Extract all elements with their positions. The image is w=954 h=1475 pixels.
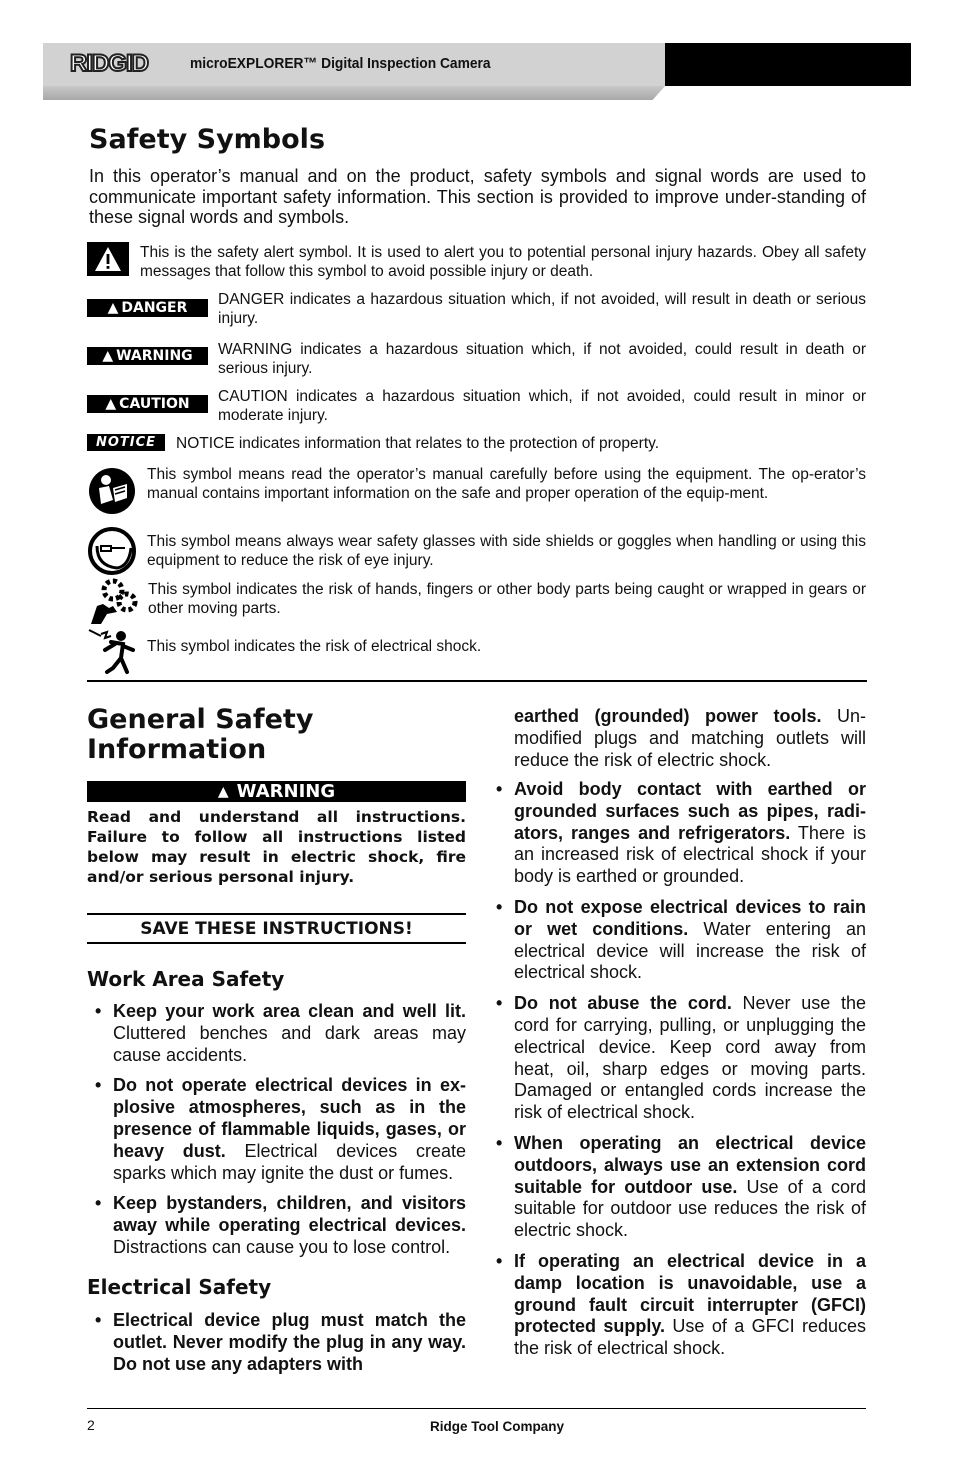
general-warning-text: Read and understand all instructions. Failure to follow all instructions listed below may result in electric shock, fire and/or serious personal injury. [87,808,466,886]
notice-text: NOTICE indicates information that relates to the protection of property. [176,435,660,452]
list-item [488,1133,866,1242]
safety-alert-symbol [87,242,129,276]
list-item [87,1193,466,1258]
alert-triangle-icon: ▲ [217,783,229,800]
header-black-block [665,43,911,86]
page-number: 2 [87,1417,95,1433]
list-item-bold: Do not operate electrical devices in ex-plosive atmospheres, such as in the presence of flammable liquids, gases, or heavy dust. [113,1075,466,1161]
footer-company: Ridge Tool Company [430,1419,564,1434]
alert-triangle-icon [87,242,129,276]
safety-symbols-intro: In this operator’s manual and on the product, safety symbols and signal words are used to communicate important safety information. This section is provided to improve under-standing of these signal words and symbols. [89,166,866,227]
list-item-bold: Keep bystanders, children, and visitors away while operating electrical devices. [113,1193,466,1236]
electrical-list [488,779,866,1369]
warning-text: WARNING indicates a hazardous situation which, if not avoided, could result in death or serious injury. [218,341,866,377]
manual-symbol-text: This symbol means read the operator’s manual carefully before using the equipment. The op-erator’s manual contains important information on the safe and proper operation of the equip-ment. [147,466,866,502]
general-warning-bar [87,781,466,802]
caution-label: CAUTION [119,396,190,412]
list-item-text: Distractions can cause you to lose control. [113,1236,451,1257]
section-divider [87,680,867,682]
electrical-continuation [514,706,866,771]
electrical-first-list [87,1310,466,1384]
gears-symbol-text: This symbol indicates the risk of hands, fingers or other body parts being caught or wrapped in gears or other moving parts. [148,581,866,617]
danger-label: DANGER [121,300,188,316]
list-item [87,1001,466,1066]
warning-signal-word [87,347,208,365]
list-item-bold: Do not expose electrical devices to rain or wet conditions. [514,896,866,939]
general-safety-heading-line1: General Safety [87,704,314,735]
caution-signal-word [87,395,208,413]
list-item-text: Water entering an electrical device will increase the risk of electrical shock. [514,918,866,983]
list-item-bold: Avoid body contact with earthed or grounded surfaces such as pipes, radi-ators, ranges and refrigerators. [514,779,866,843]
list-item [488,779,866,888]
list-item [488,1251,866,1360]
general-safety-heading-line2: Information [87,734,267,765]
danger-signal-word [87,299,208,317]
warning-label: WARNING [116,348,193,364]
list-item [87,1075,466,1184]
danger-text: DANGER indicates a hazardous situation which, if not avoided, will result in death or serious injury. [218,291,866,327]
list-item-text: Electrical devices create sparks which may ignite the dust or fumes. [113,1140,466,1183]
caution-text: CAUTION indicates a hazardous situation which, if not avoided, could result in minor or moderate injury. [218,388,866,424]
list-item-bold: Keep your work area clean and well lit. [113,1001,466,1021]
list-item [488,897,866,984]
list-item-bold: When operating an electrical device outdoors, always use an extension cord suitable for outdoor use. [514,1132,866,1197]
continuation-text: Un-modified plugs and matching outlets will reduce the risk of electric shock. [514,706,866,770]
list-item [488,993,866,1124]
document-title: microEXPLORER™ Digital Inspection Camera [190,55,491,72]
list-item-text: Cluttered benches and dark areas may cause accidents. [113,1022,466,1065]
safety-symbols-heading: Safety Symbols [89,124,326,155]
list-item-text: There is an increased risk of electrical shock if your body is earthed or grounded. [514,822,866,887]
read-manual-icon [87,466,137,516]
list-item-text: Use of a cord suitable for outdoor use reduces the risk of electric shock. [514,1176,866,1241]
electric-shock-icon [87,628,137,676]
alert-triangle-icon: ▲ [107,300,119,316]
footer-rule [87,1408,866,1409]
list-item [87,1310,466,1375]
electrical-safety-heading: Electrical Safety [87,1275,272,1299]
ridgid-logo: RIDGID [70,50,148,77]
shock-symbol-text: This symbol indicates the risk of electrical shock. [147,638,482,655]
list-item-bold: Electrical device plug must match the outlet. Never modify the plug in any way. Do not use any adapters with [113,1310,466,1374]
alert-symbol-text: This is the safety alert symbol. It is used to alert you to potential personal injury hazards. Obey all safety messages that follow this symbol to avoid possible injury or death. [140,244,866,280]
list-item-text: Use of a GFCI reduces the risk of electrical shock. [514,1316,866,1359]
work-area-list [87,1001,466,1268]
general-warning-label: WARNING [236,781,336,802]
list-item-text: Never use the cord for carrying, pulling, or unplugging the electrical device. Keep cord away from heat, oil, sharp edges or moving parts. Damaged or entangled cords increase the risk of electrical shock. [514,993,866,1123]
notice-signal-word: NOTICE [87,434,165,451]
general-safety-heading [87,705,313,765]
alert-triangle-icon: ▲ [102,348,114,364]
list-item-bold: Do not abuse the cord. [514,993,732,1014]
alert-triangle-icon: ▲ [105,396,117,412]
continuation-bold: earthed (grounded) power tools. [514,706,822,726]
list-item-bold: If operating an electrical device in a damp location is unavoidable, use a ground fault circuit interrupter (GFCI) protected supply. [514,1250,866,1337]
save-instructions: SAVE THESE INSTRUCTIONS! [87,913,466,944]
glasses-symbol-text: This symbol means always wear safety glasses with side shields or goggles when handling or using this equipment to reduce the risk of eye injury. [147,533,866,569]
safety-glasses-icon [87,526,137,576]
gears-hand-icon [87,576,139,626]
work-area-heading: Work Area Safety [87,967,285,991]
header-bar-shadow [43,86,665,100]
